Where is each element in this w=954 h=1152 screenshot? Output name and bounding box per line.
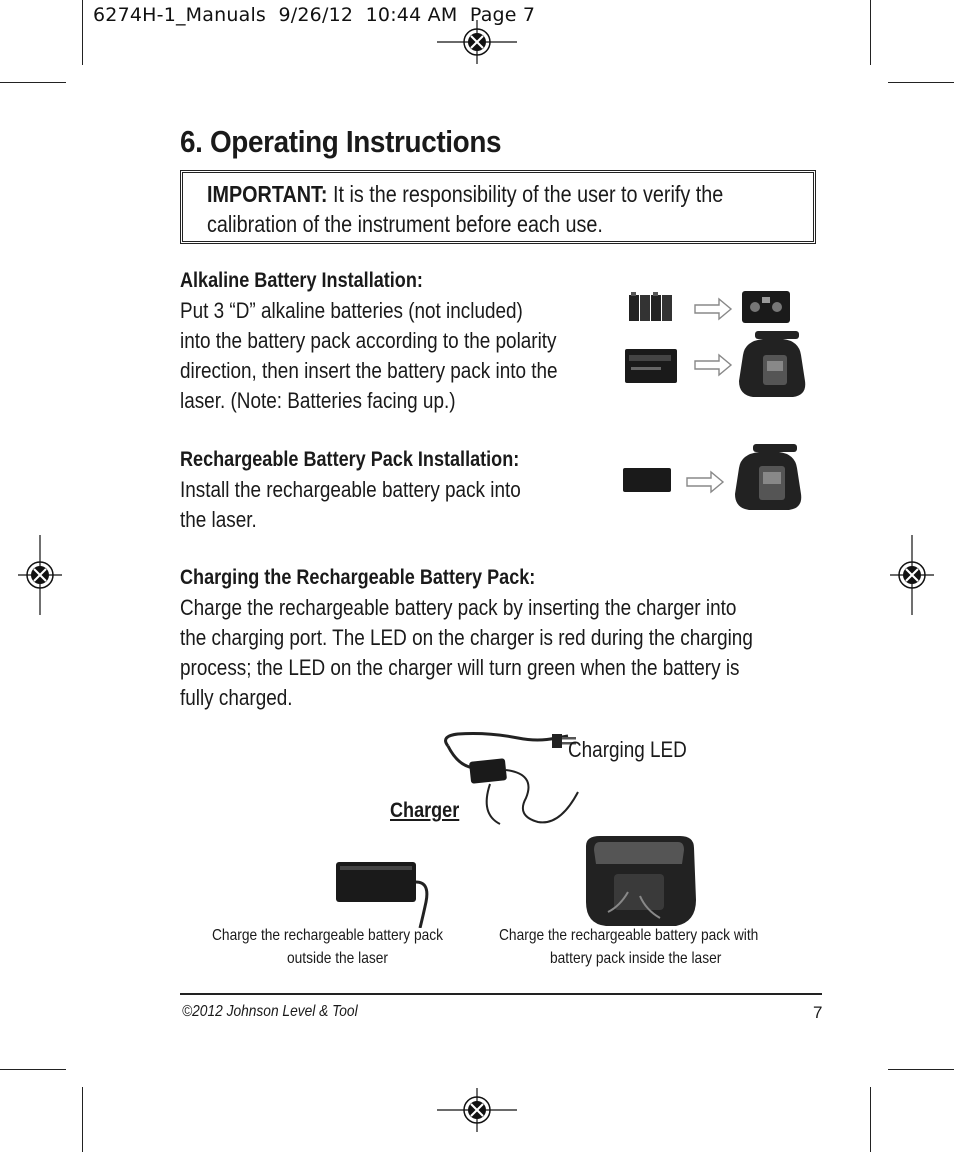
charger-image xyxy=(440,726,585,831)
arrow-right-icon xyxy=(687,472,723,492)
crop-mark xyxy=(888,1069,954,1070)
laser-unit-image xyxy=(735,444,801,510)
important-label: IMPORTANT: xyxy=(207,181,328,207)
registration-mark-icon xyxy=(872,535,952,615)
important-text: It is the responsibility of the user to verify the xyxy=(327,181,724,207)
alkaline-line: laser. (Note: Batteries facing up.) xyxy=(180,388,456,413)
caption-outside-line-2: outside the laser xyxy=(287,950,388,967)
rechargeable-installation-illustration xyxy=(615,440,810,515)
caption-outside-line-1: Charge the rechargeable battery pack xyxy=(212,927,444,944)
registration-mark-icon xyxy=(0,535,80,615)
alkaline-line: into the battery pack according to the polarity xyxy=(180,328,557,353)
important-line-1 xyxy=(207,179,723,209)
page-number: 7 xyxy=(813,1003,823,1022)
crop-mark xyxy=(0,82,66,83)
crop-mark xyxy=(0,1069,66,1070)
charging-line: fully charged. xyxy=(180,685,293,710)
battery-pack-open-image xyxy=(742,291,790,323)
battery-pack-loaded-image xyxy=(625,349,677,383)
laser-unit-image xyxy=(739,331,805,397)
charging-led-label: Charging LED xyxy=(568,737,687,762)
charging-heading: Charging the Rechargeable Battery Pack: xyxy=(180,566,536,589)
print-slug: 6274H-1_Manuals 9/26/12 10:44 AM Page 7 xyxy=(93,4,536,26)
registration-mark-icon xyxy=(437,2,517,82)
crop-mark xyxy=(888,82,954,83)
page-title: 6. Operating Instructions xyxy=(180,124,502,159)
registration-mark-icon xyxy=(437,1070,517,1150)
alkaline-installation-illustration xyxy=(615,285,810,405)
charger-label: Charger xyxy=(390,799,460,822)
rechargeable-line: the laser. xyxy=(180,507,257,532)
caption-inside-line-2: battery pack inside the laser xyxy=(550,950,722,967)
charging-line: the charging port. The LED on the charger is red during the charging xyxy=(180,625,753,650)
crop-mark xyxy=(82,0,83,65)
footer-copyright: ©2012 Johnson Level & Tool xyxy=(182,1003,358,1020)
arrow-right-icon xyxy=(695,299,731,319)
d-batteries-image xyxy=(629,292,672,321)
footer-rule xyxy=(180,993,822,995)
important-line-2: calibration of the instrument before each use. xyxy=(207,211,603,237)
pack-charging-inside-image xyxy=(580,836,700,928)
rechargeable-heading: Rechargeable Battery Pack Installation: xyxy=(180,448,520,471)
crop-mark xyxy=(870,1087,871,1152)
alkaline-line: direction, then insert the battery pack into the xyxy=(180,358,558,383)
pack-charging-outside-image xyxy=(330,842,440,928)
caption-inside-line-1: Charge the rechargeable battery pack with xyxy=(499,927,759,944)
important-notice xyxy=(180,170,816,244)
charging-line: process; the LED on the charger will turn green when the battery is xyxy=(180,655,740,680)
alkaline-line: Put 3 “D” alkaline batteries (not included) xyxy=(180,298,523,323)
crop-mark xyxy=(82,1087,83,1152)
crop-mark xyxy=(870,0,871,65)
rechargeable-pack-image xyxy=(623,468,671,492)
charging-line: Charge the rechargeable battery pack by inserting the charger into xyxy=(180,595,737,620)
alkaline-heading: Alkaline Battery Installation: xyxy=(180,269,423,292)
arrow-right-icon xyxy=(695,355,731,375)
rechargeable-line: Install the rechargeable battery pack into xyxy=(180,477,521,502)
